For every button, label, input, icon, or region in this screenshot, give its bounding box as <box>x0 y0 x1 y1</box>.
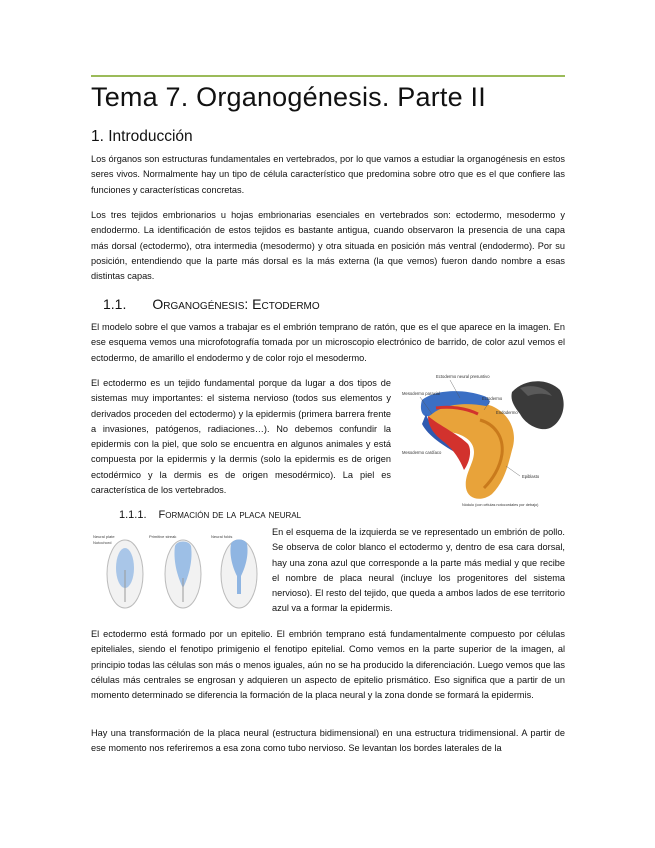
label-epiblasto: Epiblasto <box>522 474 540 479</box>
model-paragraph: El modelo sobre el que vamos a trabajar es el embrión temprano de ratón, que es el que aparece en la imagen. En ese esquema vemos una microfotografía tomada por un microscopio electrónico de barrido, de color azul vemos el ectodermo, de amarillo el endodermo y de color rojo el mesodermo. <box>91 322 565 363</box>
section-1-1-heading <box>103 296 320 312</box>
mouse-embryo-figure <box>400 370 567 510</box>
page-title: Tema 7. Organogénesis. Parte II <box>91 82 486 112</box>
scheme-paragraph: En el esquema de la izquierda se ve representado un embrión de pollo. Se observa de color blanco el ectodermo y, dentro de esa cara dorsal, hay una zona azul que corresponde a la parte más medial y que recibe el nombre de placa neural (incluye los progenitores del sistema nervioso). El resto del tejido, que queda a ambos lados de ese territorio azul va a formar la epidermis. <box>272 527 565 614</box>
intro-paragraph-1: Los órganos son estructuras fundamentales en vertebrados, por lo que vamos a estudiar la organogénesis en estos seres vivos. Normalmente hay un tipo de célula característico que predomina sobre otro que es el que confiere las funciones y características concretas. <box>91 154 565 195</box>
section-1-1-1-title: Formación de la placa neural <box>158 509 302 521</box>
label-ectodermo: Ectodermo <box>482 396 503 401</box>
label-ecto-presuntivo: Ectodermo neural presuntivo <box>436 374 490 379</box>
label-endodermo: Endodermo <box>496 410 518 415</box>
section-1-1-title: Organogénesis: Ectodermo <box>152 296 320 312</box>
title-rule <box>91 75 565 77</box>
label-neural-folds: Neural folds <box>211 534 233 539</box>
ectoderm-paragraph: El ectodermo es un tejido fundamental porque da lugar a dos tipos de sistemas muy importantes: el sistema nervioso (todos sus elementos y derivados proceden del ectodermo) y la epidermis (primera barrera frente a invasiones, patógenos, radiaciones…). No debemos confundir la epidermis con la piel, que solo se encuentra en algunos animales y está compuesta por la epidermis y la dermis (solo la epidermis es de origen ectodérmico y la dermis es de origen mesodérmico). La piel es característica de los vertebrados. <box>91 378 391 496</box>
epithelium-paragraph: El ectodermo está formado por un epitelio. El embrión temprano está fundamentalmente compuesto por células epiteliales, siendo el fenotipo primigenio el fenotipo epitelial. Como vemos en la parte superior de la imagen, al principio todas las células son más o menos iguales, aún no se ha producido la diferenciación. Luego vemos que las células más centrales se engrosan y adquieren un aspecto de epitelio prismático. Eso significa que a partir de un momento determinado se diferencia la formación de la placa neural y la zona donde se formará la epidermis. <box>91 629 565 701</box>
section-1-1-1-number: 1.1.1. <box>119 509 147 521</box>
section-1-heading: 1. Introducción <box>91 128 193 145</box>
section-1-1-1-heading <box>119 509 301 521</box>
section-1-1-number: 1.1. <box>103 296 127 312</box>
label-primitive-streak: Primitive streak <box>149 534 177 539</box>
label-neural-plate: Neural plate <box>93 534 115 539</box>
label-mesodermo-cardiaco: Mesodermo cardíaco <box>402 450 442 455</box>
neural-tube-paragraph: Hay una transformación de la placa neural (estructura bidimensional) en una estructura tridimensional. A partir de ese momento nos referiremos a esa zona como tubo nervioso. Se levantan los bordes laterales de la <box>91 728 565 754</box>
label-notochord: Notochord <box>93 540 112 545</box>
label-mesodermo-paraxial: Mesodermo paraxial <box>402 391 440 396</box>
label-notocorda: Nódulo (con células notocordales por debajo) <box>462 503 539 507</box>
intro-paragraph-2: Los tres tejidos embrionarios u hojas embrionarias esenciales en vertebrados son: ectodermo, mesodermo y endodermo. La identificación de estos tejidos es bastante antigua, cuando observaron la presencia de una capa más dorsal (ectodermo), otra intermedia (mesodermo) y otra situada en posición más ventral (endodermo). Por su posición, entendiendo que la parte más dorsal es la más externa (la que vemos) fueron dando nombre a esas distintas capas. <box>91 210 565 282</box>
chick-embryo-figure <box>91 530 269 612</box>
